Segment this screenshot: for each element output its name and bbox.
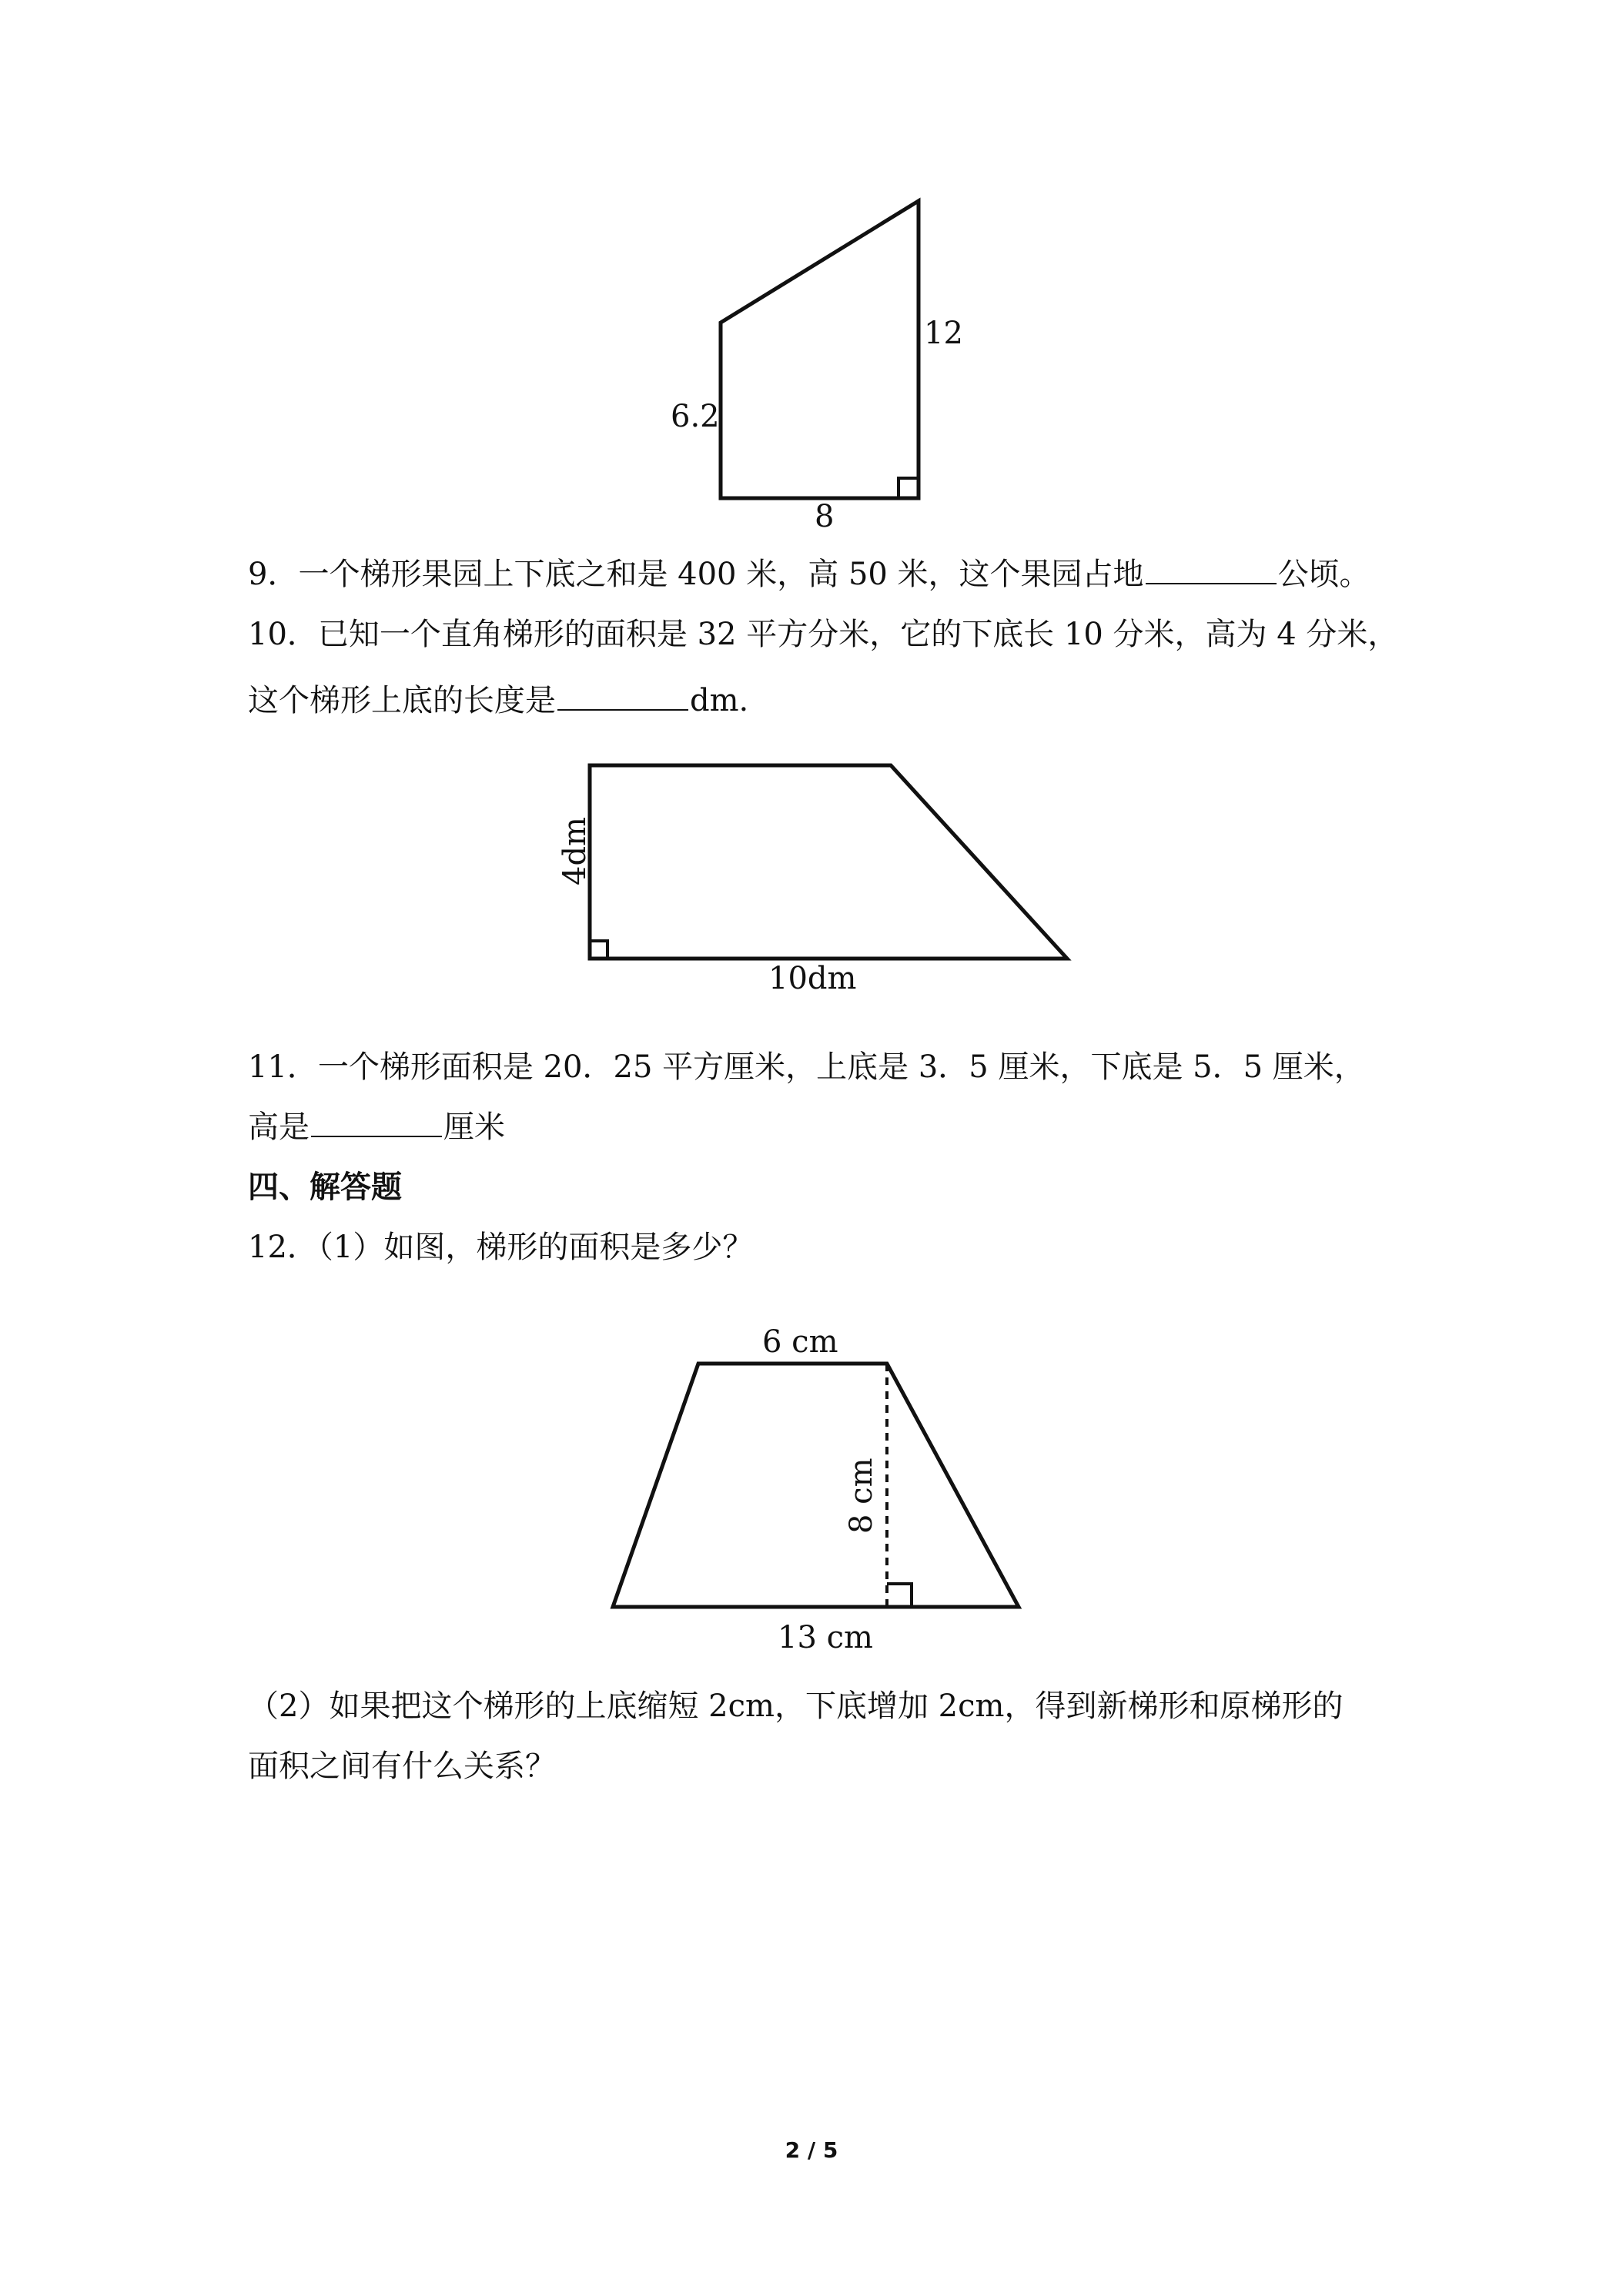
question-12-part-2-line-2: 面积之间有什么关系？ bbox=[248, 1749, 556, 1784]
page-number: 2 / 5 bbox=[785, 2137, 838, 2163]
question-10-line-2 bbox=[248, 682, 748, 719]
figure-3-top-label: 6 cm bbox=[762, 1324, 838, 1360]
figure-2-left-label: 4dm bbox=[557, 817, 593, 885]
figure-2-bottom-label: 10dm bbox=[768, 961, 857, 996]
question-11-text: 11．一个梯形面积是 20．25 平方厘米，上底是 3．5 厘米，下底是 5．5 厘米， bbox=[248, 1049, 1365, 1085]
trapezoid-3-shape bbox=[613, 1364, 1019, 1607]
question-10-line-1 bbox=[248, 616, 1398, 653]
question-11-line-2 bbox=[248, 1109, 505, 1146]
question-12-part-2-line-1: （2）如果把这个梯形的上底缩短 2cm，下底增加 2cm，得到新梯形和原梯形的 bbox=[248, 1689, 1344, 1724]
question-11-line-1 bbox=[248, 1049, 1365, 1086]
trapezoid-1-shape bbox=[721, 201, 919, 498]
figure-1-bottom-label: 8 bbox=[815, 499, 835, 534]
figure-1-right-label: 12 bbox=[924, 316, 963, 351]
trapezoid-2-shape bbox=[590, 765, 1067, 959]
answer-blank[interactable] bbox=[311, 1110, 442, 1137]
question-11-text-2: 高是 bbox=[248, 1110, 310, 1145]
answer-blank[interactable] bbox=[557, 683, 688, 711]
section-heading: 四、解答题 bbox=[248, 1169, 402, 1205]
figure-3-height-label: 8 cm bbox=[844, 1458, 879, 1534]
question-9 bbox=[248, 556, 1370, 593]
right-angle-mark bbox=[899, 478, 919, 498]
question-9-unit: 公顷。 bbox=[1277, 557, 1370, 592]
question-10-text: 10．已知一个直角梯形的面积是 32 平方分米，它的下底长 10 分米，高为 4 分米， bbox=[248, 617, 1399, 652]
right-angle-mark bbox=[887, 1584, 912, 1607]
question-10-text-2: 这个梯形上底的长度是 bbox=[248, 683, 556, 718]
answer-blank[interactable] bbox=[1146, 557, 1277, 584]
question-10-unit: dm. bbox=[690, 683, 749, 718]
figure-1-left-label: 6.2 bbox=[671, 399, 720, 434]
question-11-unit: 厘米 bbox=[443, 1110, 505, 1145]
question-12-part-1: 12．（1）如图，梯形的面积是多少？ bbox=[248, 1230, 754, 1265]
figure-3-bottom-label: 13 cm bbox=[778, 1620, 873, 1655]
question-9-text: 9．一个梯形果园上下底之和是 400 米，高 50 米，这个果园占地 bbox=[248, 557, 1144, 592]
right-angle-mark bbox=[590, 941, 607, 959]
